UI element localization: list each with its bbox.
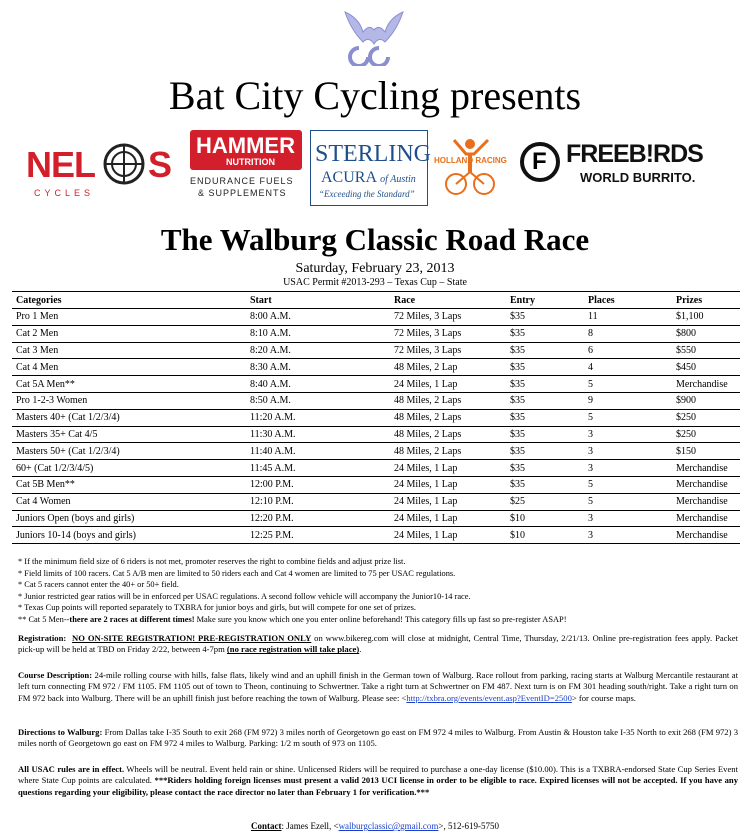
table-row — [12, 493, 740, 510]
table-row — [12, 325, 740, 342]
nelos-cycles-logo — [22, 138, 182, 198]
table-row — [12, 359, 740, 376]
cell-category: Masters 40+ (Cat 1/2/3/4) — [12, 409, 246, 426]
directions-text: From Dallas take I-35 South to exit 268 (FM 972) 3 miles north of Georgetown go east on FM 972 4 miles to Walburg. From Austin & Houston take I-35 North to exit 268 (FM 972) 3 miles north of Georgetown go east on FM 972 4 miles to Walburg. Parking: 1/2 m south of 973 on 1105. — [18, 727, 738, 749]
cell-category: Cat 4 Women — [12, 493, 246, 510]
sterling-tagline: “Exceeding the Standard” — [319, 189, 415, 199]
cell-category: Masters 35+ Cat 4/5 — [12, 426, 246, 443]
cyclist-icon — [432, 134, 508, 200]
hammer-line2: & SUPPLEMENTS — [198, 188, 287, 198]
cell-prize: Merchandise — [672, 460, 740, 477]
contact-line: Contact: James Ezell, <walburgclassic@gmail.com>, 512-619-5750 — [251, 821, 499, 831]
cell-start: 11:40 A.M. — [246, 443, 390, 460]
cell-race: 48 Miles, 2 Laps — [390, 443, 506, 460]
cell-entry: $35 — [506, 376, 584, 393]
cell-start: 12:20 P.M. — [246, 510, 390, 527]
cell-race: 24 Miles, 1 Lap — [390, 376, 506, 393]
cell-start: 8:40 A.M. — [246, 376, 390, 393]
cell-places: 4 — [584, 359, 672, 376]
header-entry: Entry — [506, 292, 584, 309]
cell-entry: $35 — [506, 426, 584, 443]
cell-places: 11 — [584, 309, 672, 326]
header-prizes: Prizes — [672, 292, 740, 309]
contact-email-link[interactable]: walburgclassic@gmail.com — [338, 821, 439, 831]
cell-entry: $35 — [506, 409, 584, 426]
cell-race: 24 Miles, 1 Lap — [390, 510, 506, 527]
cell-prize: Merchandise — [672, 376, 740, 393]
freebirds-name: FREEB!RDS — [566, 140, 703, 168]
cell-race: 48 Miles, 2 Laps — [390, 409, 506, 426]
cell-places: 5 — [584, 493, 672, 510]
nelos-name: NEL — [26, 144, 95, 185]
cell-category: Cat 4 Men — [12, 359, 246, 376]
cell-places: 3 — [584, 443, 672, 460]
cell-category: Pro 1-2-3 Women — [12, 392, 246, 409]
header-categories: Categories — [12, 292, 246, 309]
table-row — [12, 527, 740, 544]
registration-paren: (no race registration will take place) — [226, 644, 360, 655]
cell-entry: $10 — [506, 527, 584, 544]
cell-category: Cat 3 Men — [12, 342, 246, 359]
cell-start: 8:10 A.M. — [246, 325, 390, 342]
holland-name: HOLLAND RACING — [434, 156, 507, 165]
table-row — [12, 443, 740, 460]
table-row — [12, 409, 740, 426]
cell-places: 9 — [584, 392, 672, 409]
cell-race: 72 Miles, 3 Laps — [390, 325, 506, 342]
header-start: Start — [246, 292, 390, 309]
presents-heading: Bat City Cycling presents — [168, 73, 582, 118]
cell-places: 5 — [584, 376, 672, 393]
cell-prize: $550 — [672, 342, 740, 359]
chainring-icon — [102, 142, 146, 186]
holland-racing-logo — [432, 134, 508, 200]
freebirds-logo — [516, 138, 734, 194]
cell-entry: $35 — [506, 476, 584, 493]
cell-places: 3 — [584, 527, 672, 544]
freebirds-sub: WORLD BURRITO. — [580, 170, 696, 185]
cell-entry: $35 — [506, 359, 584, 376]
cell-prize: $800 — [672, 325, 740, 342]
cell-race: 48 Miles, 2 Lap — [390, 359, 506, 376]
hammer-name: HAMMER — [196, 133, 295, 158]
nelos-tail: S — [148, 144, 173, 185]
directions-paragraph — [18, 727, 738, 750]
cell-race: 24 Miles, 1 Lap — [390, 527, 506, 544]
cell-entry: $35 — [506, 309, 584, 326]
cell-prize: $900 — [672, 392, 740, 409]
cell-prize: $150 — [672, 443, 740, 460]
cell-category: Masters 50+ (Cat 1/2/3/4) — [12, 443, 246, 460]
cell-category: Juniors 10-14 (boys and girls) — [12, 527, 246, 544]
note-item: * Cat 5 racers cannot enter the 40+ or 50+ field. — [18, 580, 179, 590]
cell-race: 24 Miles, 1 Lap — [390, 460, 506, 477]
cell-places: 5 — [584, 409, 672, 426]
course-map-link[interactable]: http://txbra.org/events/event.asp?EventID=2500 — [406, 692, 572, 703]
table-row — [12, 376, 740, 393]
cell-places: 8 — [584, 325, 672, 342]
header-places: Places — [584, 292, 672, 309]
course-label: Course Description: — [18, 670, 93, 680]
cell-prize: $1,100 — [672, 309, 740, 326]
registration-text: on www.bikereg.com will close at midnight, Central Time, Thursday, 2/21/13. Online pre-registration fees apply. Packet pick-up will be held at TBD on Friday 2/22, between 4-7pm — [18, 633, 738, 655]
cell-category: Cat 5B Men** — [12, 476, 246, 493]
race-title: The Walburg Classic Road Race — [160, 222, 590, 257]
cell-race: 48 Miles, 2 Laps — [390, 426, 506, 443]
cell-prize: Merchandise — [672, 510, 740, 527]
cell-start: 12:00 P.M. — [246, 476, 390, 493]
cell-race: 48 Miles, 2 Laps — [390, 392, 506, 409]
cell-start: 12:10 P.M. — [246, 493, 390, 510]
cell-entry: $10 — [506, 510, 584, 527]
hammer-sub: NUTRITION — [226, 157, 275, 167]
usac-label: All USAC rules are in effect. — [18, 764, 125, 774]
cell-entry: $35 — [506, 325, 584, 342]
cell-prize: Merchandise — [672, 527, 740, 544]
cell-prize: $450 — [672, 359, 740, 376]
cell-start: 11:30 A.M. — [246, 426, 390, 443]
freebirds-mark: F — [520, 142, 560, 182]
nelos-cycles-text: CYCLES — [34, 188, 95, 198]
cell-entry: $25 — [506, 493, 584, 510]
sterling-acura: ACURA of Austin — [321, 169, 416, 186]
hammer-nutrition-logo — [190, 130, 308, 206]
cell-places: 3 — [584, 460, 672, 477]
cell-entry: $35 — [506, 460, 584, 477]
cell-places: 5 — [584, 476, 672, 493]
note-item: * If the minimum field size of 6 riders is not met, promoter reserves the right to combine fields and adjust prize list. — [18, 557, 406, 566]
cell-entry: $35 — [506, 342, 584, 359]
cell-start: 8:50 A.M. — [246, 392, 390, 409]
cell-places: 3 — [584, 426, 672, 443]
cell-category: Juniors Open (boys and girls) — [12, 510, 246, 527]
bat-city-logo — [341, 8, 407, 66]
table-header-row — [12, 292, 740, 309]
cell-race: 72 Miles, 3 Laps — [390, 342, 506, 359]
cell-places: 6 — [584, 342, 672, 359]
cell-race: 72 Miles, 3 Laps — [390, 309, 506, 326]
cell-prize: Merchandise — [672, 493, 740, 510]
cell-category: Cat 2 Men — [12, 325, 246, 342]
race-schedule-table — [12, 291, 740, 544]
table-row — [12, 342, 740, 359]
header-race: Race — [390, 292, 506, 309]
cell-start: 8:00 A.M. — [246, 309, 390, 326]
cell-start: 12:25 P.M. — [246, 527, 390, 544]
sterling-name: STERLING — [315, 141, 431, 167]
cell-race: 24 Miles, 1 Lap — [390, 476, 506, 493]
cell-start: 8:20 A.M. — [246, 342, 390, 359]
note-cat5: ** Cat 5 Men--there are 2 races at different times! Make sure you know which one you enter online beforehand! This category fills up fast so pre-register ASAP! — [18, 614, 567, 624]
table-row — [12, 426, 740, 443]
course-paragraph: Course Description: 24-mile rolling course with hills, false flats, likely wind and an uphill finish in the German town of Walburg. Race rollout from parking, racing starts at Walburg Mercantile restaurant at left turn connecting FM 972 / FM 1105. FM 1105 out of town to Theon, continuing to Schwertner. Take a right turn at Schwertner on FM 487. Next turn is on FM 301 heading south/right. Take a right turn on FM 972 back into Walburg. There will be an uphill finish just before reaching the town of Walburg. Please see: <http://txbra.org/events/event.asp?EventID=2500> for course maps. — [18, 670, 738, 703]
cell-category: Cat 5A Men** — [12, 376, 246, 393]
cell-prize: Merchandise — [672, 476, 740, 493]
cell-category: 60+ (Cat 1/2/3/4/5) — [12, 460, 246, 477]
contact-label: Contact — [251, 821, 282, 831]
notes-list — [18, 556, 738, 626]
cell-race: 24 Miles, 1 Lap — [390, 493, 506, 510]
course-text: 24-mile rolling course with hills, false flats, likely wind and an uphill finish in the German town of Walburg. Race rollout from parking, racing starts at Walburg Mercantile restaurant at left turn connecting FM 972 / FM 1105. FM 1105 out of town to Theon, continuing to Schwertner. Take a right turn at Schwertner on FM 487. Next turn is on FM 301 heading south/right. Take a right turn on FM 972 back into Walburg. There will be an uphill finish just before reaching the town of Walburg. Please see: < — [18, 670, 738, 703]
cell-start: 11:45 A.M. — [246, 460, 390, 477]
cell-entry: $35 — [506, 443, 584, 460]
cell-places: 3 — [584, 510, 672, 527]
hammer-line1: ENDURANCE FUELS — [190, 176, 294, 186]
sponsor-logos — [22, 130, 734, 206]
cell-start: 11:20 A.M. — [246, 409, 390, 426]
usac-bold: ***Riders holding foreign licenses must present a valid 2013 UCI license in order to be eligible to race. Expired licenses will not be accepted. If you have any questions regarding your eligibility, please contact the race director no later than February 1 for verification.*** — [18, 775, 739, 797]
note-item: * Junior restricted gear ratios will be in enforced per USAC regulations. A second follow vehicle will accompany the Junior10-14 race. — [18, 591, 471, 601]
cell-start: 8:30 A.M. — [246, 359, 390, 376]
cell-prize: $250 — [672, 409, 740, 426]
usac-text: Wheels will be neutral. Event held rain or shine. Unlicensed Riders will be required to purchase a one-day license ($10.00). This is a TXBRA-endorsed State Cup Series Event where State Cup points are calculated. — [18, 764, 738, 786]
note-item: * Texas Cup points will reported separately to TXBRA for junior boys and girls, but will compete for one set of prizes. — [18, 603, 417, 613]
cell-entry: $35 — [506, 392, 584, 409]
directions-label: Directions to Walburg: — [18, 727, 103, 737]
race-date: Saturday, February 23, 2013 — [295, 261, 455, 276]
table-row — [12, 460, 740, 477]
table-row — [12, 476, 740, 493]
sterling-acura-logo — [310, 130, 431, 206]
table-row — [12, 392, 740, 409]
table-row — [12, 309, 740, 326]
usac-permit: USAC Permit #2013-293 – Texas Cup – State — [283, 277, 467, 288]
registration-paragraph: Registration: NO ON-SITE REGISTRATION! PRE-REGISTRATION ONLY on www.bikereg.com will close at midnight, Central Time, Thursday, 2/21/13. Online pre-registration fees apply. Packet pick-up will be held at TBD on Friday 2/22, between 4-7pm (no race registration will take place). — [18, 633, 738, 655]
note-item: * Field limits of 100 racers. Cat 5 A/B men are limited to 50 riders each and Cat 4 women are limited to 75 per USAC regulations. — [18, 568, 456, 578]
cell-prize: $250 — [672, 426, 740, 443]
table-row — [12, 510, 740, 527]
cell-category: Pro 1 Men — [12, 309, 246, 326]
registration-bold: NO ON-SITE REGISTRATION! PRE-REGISTRATION ONLY — [72, 633, 312, 643]
usac-paragraph — [18, 764, 738, 798]
registration-label: Registration: — [18, 633, 67, 643]
